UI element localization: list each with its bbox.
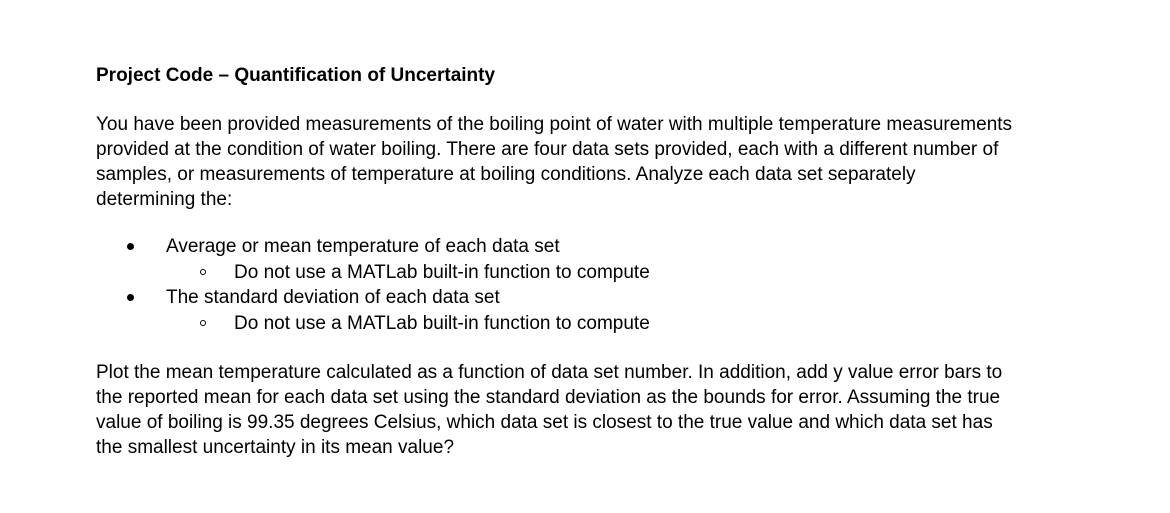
closing-line: the reported mean for each data set using the standard deviation as the bounds for error. Assuming the true <box>96 387 1001 408</box>
list-item-text: Do not use a MATLab built-in function to compute <box>234 261 650 283</box>
bullet-icon <box>127 294 134 301</box>
closing-line: Plot the mean temperature calculated as a function of data set number. In addition, add y value error bars to <box>96 362 1003 383</box>
list-item-text: Do not use a MATLab built-in function to compute <box>234 312 650 334</box>
list-item-text: The standard deviation of each data set <box>166 287 500 308</box>
sub-list-item <box>96 260 1096 286</box>
list-item <box>96 234 1096 260</box>
intro-line: provided at the condition of water boiling. There are four data sets provided, each with a different number of <box>96 139 999 160</box>
list-item-text: Average or mean temperature of each data set <box>166 236 560 257</box>
closing-paragraph <box>96 360 1126 460</box>
closing-line: value of boiling is 99.35 degrees Celsius, which data set is closest to the true value and which data set has <box>96 412 993 433</box>
sub-list-item <box>96 311 1096 337</box>
intro-paragraph <box>96 112 1126 212</box>
list-item <box>96 285 1096 311</box>
hollow-bullet-icon <box>200 269 206 275</box>
intro-line: samples, or measurements of temperature at boiling conditions. Analyze each data set separately <box>96 164 916 185</box>
closing-line: the smallest uncertainty in its mean value? <box>96 437 455 458</box>
intro-line: determining the: <box>96 189 233 210</box>
bullet-icon <box>127 243 134 250</box>
document-title: Project Code – Quantification of Uncertainty <box>96 65 496 86</box>
requirements-list <box>96 234 1096 336</box>
hollow-bullet-icon <box>200 320 206 326</box>
intro-line: You have been provided measurements of the boiling point of water with multiple temperature measurements <box>96 114 1013 135</box>
